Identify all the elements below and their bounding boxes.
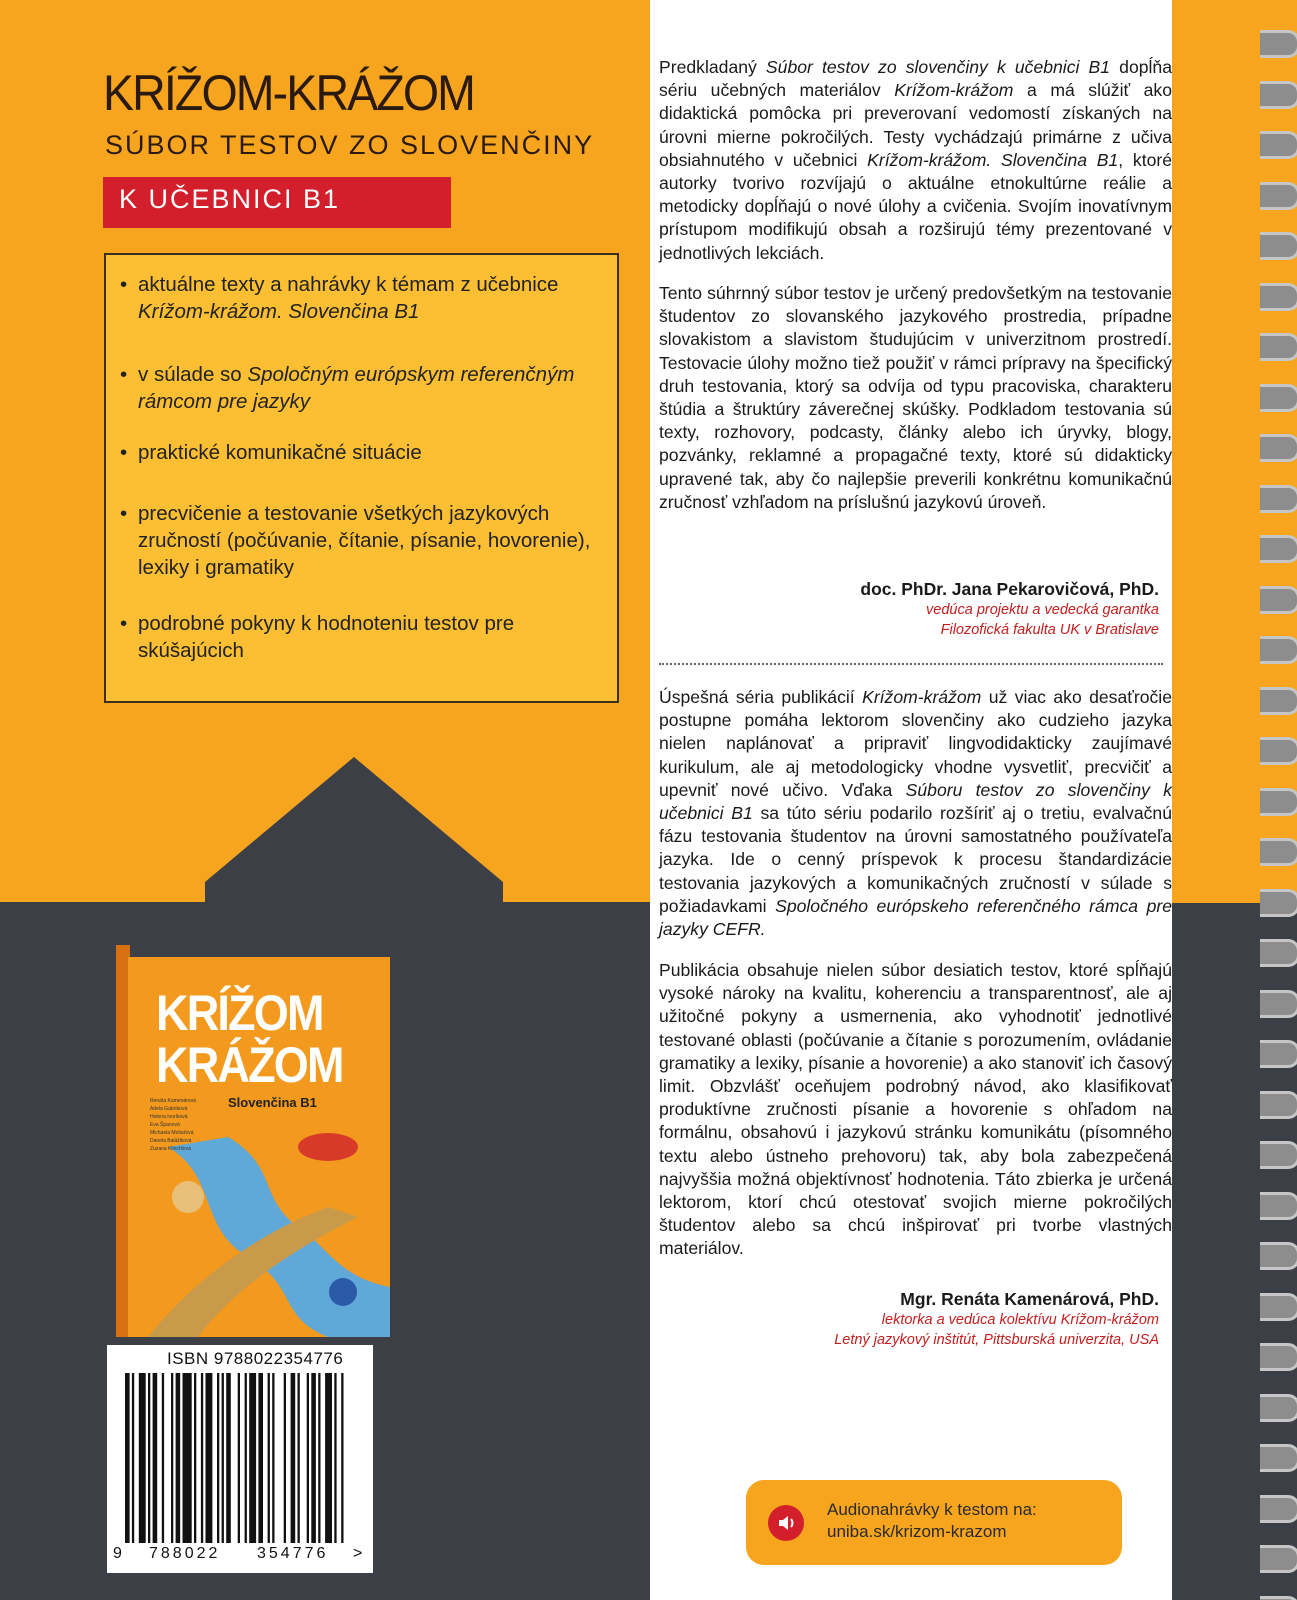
book-cover-image	[116, 945, 392, 1338]
signature-organization: Letný jazykový inštitút, Pittsburská univerzita, USA	[834, 1332, 1159, 1348]
binding-coil	[1260, 535, 1297, 563]
book-subtitle: Slovenčina B1	[228, 1095, 317, 1110]
binding-coil	[1260, 788, 1297, 816]
series-paragraph: Úspešná séria publikácií Krížom-krážom už viac ako desaťročie postupne pomáha lektorom slovenčiny ako cudzieho jazyka nielen naplánovať a pripraviť lingvodidakticky zaujímavé kurikulum, ale aj metodologicky vhodne vysvetliť, precvičiť a upevniť nové učivo. Vďaka Súboru testov zo slovenčiny k učebnici B1 sa túto sériu podarilo rozšíriť aj o tretiu, evalvačnú fázu testovania študentov na úrovni samostatného používateľa jazyka. Ide o cenný príspevok k procesu štandardizácie testovania jazykových a komunikačných zručností v súlade s požiadavkami Spoločného európskeho referenčného rámca pre jazyky CEFR.	[659, 687, 1172, 940]
binding-coil	[1260, 182, 1297, 210]
binding-coil	[1260, 1545, 1297, 1573]
signature-role: vedúca projektu a vedecká garantka	[926, 602, 1159, 618]
binding-coil	[1260, 485, 1297, 513]
book-authors: Renáta Kamenárová Adela Gabríková Helena Ivoríková Eva Španová Michaela Mošaťová Danela Balážiková Zuzana Klinchlová	[150, 1098, 196, 1152]
binding-coil	[1260, 1343, 1297, 1371]
binding-coil	[1260, 1495, 1297, 1523]
signature-pekarovicova	[860, 579, 1159, 640]
binding-coil	[1260, 939, 1297, 967]
barcode-digit-first: 9	[113, 1545, 122, 1562]
feature-item: • aktuálne texty a nahrávky k témam z učebnice Krížom-krážom. Slovenčina B1	[120, 273, 559, 323]
binding-coil	[1260, 838, 1297, 866]
dotted-divider	[659, 663, 1163, 665]
book-front	[128, 957, 390, 1337]
barcode-digits-right: 354776	[257, 1545, 329, 1562]
binding-coil	[1260, 30, 1297, 58]
signature-name: Mgr. Renáta Kamenárová, PhD.	[900, 1289, 1159, 1309]
book-title: KRÍŽOM KRÁŽOM	[156, 985, 343, 1093]
binding-coil	[1260, 1444, 1297, 1472]
isbn-number: ISBN 9788022354776	[167, 1349, 344, 1368]
barcode-end-mark: >	[353, 1545, 363, 1562]
binding-coil	[1260, 1192, 1297, 1220]
feature-item: • praktické komunikačné situácie	[120, 441, 422, 464]
cover-subtitle: SÚBOR TESTOV ZO SLOVENČINY	[105, 130, 595, 160]
speaker-icon	[768, 1505, 804, 1541]
binding-coil	[1260, 1242, 1297, 1270]
feature-item: • v súlade so Spoločným európskym referenčným rámcom pre jazyky	[120, 363, 575, 413]
barcode-bars	[125, 1373, 363, 1543]
binding-coil	[1260, 434, 1297, 462]
binding-coil	[1260, 889, 1297, 917]
binding-coil	[1260, 1394, 1297, 1422]
binding-coil	[1260, 636, 1297, 664]
intro-paragraph: Predkladaný Súbor testov zo slovenčiny k učebnici B1 dopĺňa sériu učebných materiálov Krížom-krážom a má slúžiť ako didaktická pomôcka pri preverovaní vedomostí získaných na úrovni mierne pokročilých. Testy vychádzajú primárne z učiva obsiahnutého v učebnici Krížom-krážom. Slovenčina B1, ktoré autorky tvorivo rozvíjajú o aktuálne etnokultúrne reálie a metodicky dopĺňajú o nové úlohy a cvičenia. Svojím inovatívnym prístupom modifikujú obsah a rozširujú témy prezentované v jednotlivých lekciách.	[659, 57, 1173, 263]
binding-coil	[1260, 81, 1297, 109]
binding-coil	[1260, 1141, 1297, 1169]
binding-coil	[1260, 1040, 1297, 1068]
signature-organization: Filozofická fakulta UK v Bratislave	[940, 622, 1159, 638]
binding-coil	[1260, 1091, 1297, 1119]
isbn-barcode	[107, 1345, 373, 1573]
binding-coil	[1260, 737, 1297, 765]
audio-link-box[interactable]	[746, 1480, 1122, 1565]
binding-coil	[1260, 333, 1297, 361]
features-box	[104, 253, 619, 703]
back-cover-text-panel	[650, 0, 1172, 1600]
signature-kamenarova	[834, 1289, 1159, 1350]
level-tag: K UČEBNICI B1	[103, 177, 451, 228]
binding-coil	[1260, 283, 1297, 311]
binding-coil	[1260, 687, 1297, 715]
feature-item: • precvičenie a testovanie všetkých jazykových zručností (počúvanie, čítanie, písanie, hovorenie), lexiky i gramatiky	[120, 502, 591, 579]
target-paragraph: Tento súhrnný súbor testov je určený predovšetkým na testovanie študentov zo slovanského jazykového prostredia, prípadne slovakistom a slavistom študujúcim v univerzitnom prostredí. Testovacie úlohy možno tiež použiť v rámci prípravy na špecifický druh testovania, ktorý sa odvíja od typu pracoviska, charakteru štúdia a štruktúry záverečnej skúšky. Podkladom testovania sú texty, rozhovory, podcasty, články alebo ich úryvky, blogy, pozvánky, reklamné a propagačné texty, ktoré sú didakticky upravené tak, aby čo najlepšie preverili konkrétnu komunikačnú zručnosť vzhľadom na príslušnú jazykovú úroveň.	[659, 283, 1172, 512]
audio-link-text[interactable]: Audionahrávky k testom na: uniba.sk/krizom-krazom	[827, 1500, 1037, 1541]
binding-coil	[1260, 1596, 1297, 1600]
barcode-digits-left: 788022	[149, 1545, 221, 1562]
binding-coil	[1260, 232, 1297, 260]
cover-title: KRÍŽOM-KRÁŽOM	[103, 65, 475, 121]
spiral-binding	[1172, 0, 1297, 1600]
signature-role: lektorka a vedúca kolektívu Krížom-krážom	[881, 1312, 1159, 1328]
feature-item: • podrobné pokyny k hodnoteniu testov pre skúšajúcich	[120, 612, 515, 662]
binding-coil	[1260, 131, 1297, 159]
binding-coil	[1260, 586, 1297, 614]
binding-coil	[1260, 990, 1297, 1018]
signature-name: doc. PhDr. Jana Pekarovičová, PhD.	[860, 579, 1159, 599]
content-paragraph: Publikácia obsahuje nielen súbor desiatich testov, ktoré spĺňajú vysoké nároky na kvalitu, koherenciu a transparentnosť, ale aj užitočné pokyny a usmernenia, ako vyhodnotiť jednotlivé testované oblasti (počúvanie a čítanie s porozumením, ovládanie gramatiky a lexiky, písanie a hovorenie) a ako stanoviť ich časový limit. Obzvlášť oceňujem podrobný návod, ako klasifikovať produktívne zručnosti písanie a hovorenie s ohľadom na formálnu, obsahovú i jazykovú stránku komunikátu (písomného textu alebo ústneho prehovoru) tak, aby bola zabezpečená najvyššia možná objektívnosť hodnotenia. Táto zbierka je určená lektorom, ktorí chcú otestovať svojich mierne pokročilých študentov alebo sa chcú inšpirovať pri tvorbe vlastných materiálov.	[659, 960, 1172, 1259]
binding-coil	[1260, 1293, 1297, 1321]
binding-coil	[1260, 384, 1297, 412]
